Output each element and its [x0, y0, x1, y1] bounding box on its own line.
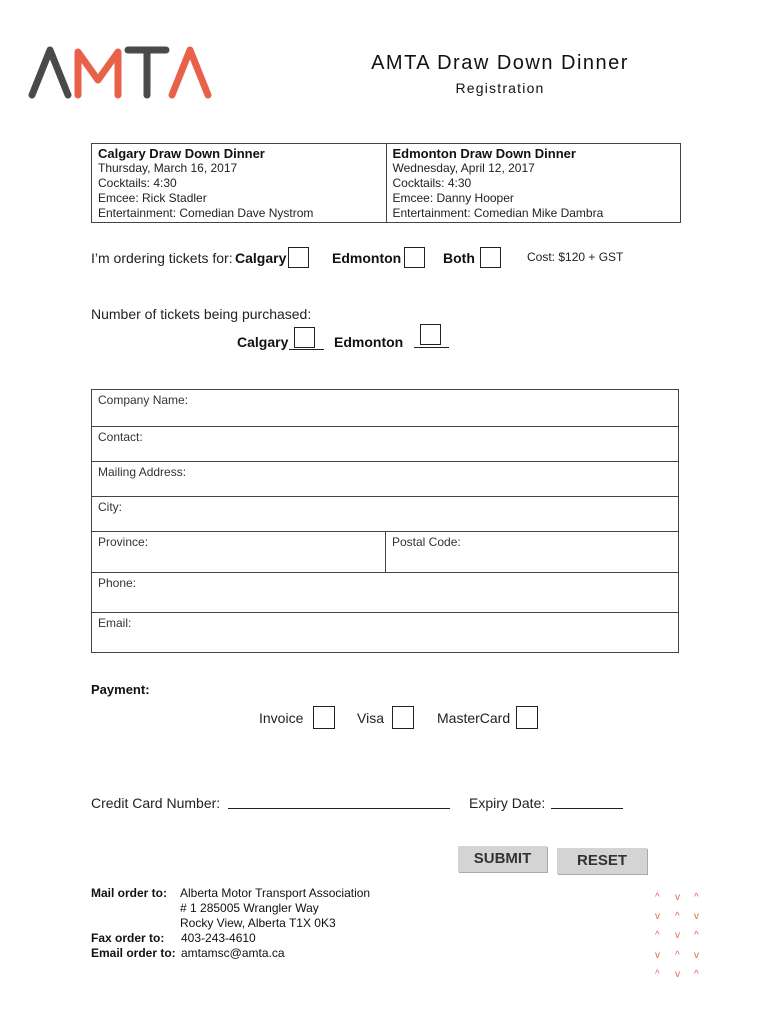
event-calgary	[92, 144, 386, 222]
tickets-prompt: Number of tickets being purchased:	[91, 306, 312, 322]
province-postal-row	[92, 532, 678, 573]
invoice-label: Invoice	[259, 710, 304, 726]
event-date: Thursday, March 16, 2017	[98, 161, 238, 175]
city-label: City:	[98, 500, 122, 514]
tickets-edmonton-underline	[414, 347, 449, 348]
phone-label: Phone:	[98, 576, 137, 590]
ordering-edmonton-label: Edmonton	[332, 250, 402, 266]
city-field[interactable]	[92, 497, 678, 532]
province-label: Province:	[98, 535, 149, 549]
mail-order-label: Mail order to:	[91, 886, 168, 900]
order-email: amtamsc@amta.ca	[181, 946, 285, 960]
event-cocktails: Cocktails: 4:30	[392, 176, 472, 190]
ordering-prompt: I’m ordering tickets for:	[91, 250, 233, 266]
event-date: Wednesday, April 12, 2017	[392, 161, 535, 175]
visa-label: Visa	[357, 710, 384, 726]
email-order-label: Email order to:	[91, 946, 176, 960]
amta-logo	[28, 42, 214, 100]
fax-number: 403-243-4610	[181, 931, 256, 945]
expiry-date-input[interactable]	[551, 808, 623, 809]
event-entertainment: Entertainment: Comedian Mike Dambra	[392, 206, 604, 220]
form-title: AMTA Draw Down Dinner	[371, 52, 629, 74]
visa-checkbox[interactable]	[392, 706, 414, 729]
tickets-calgary-input[interactable]	[294, 327, 315, 348]
event-emcee: Emcee: Danny Hooper	[392, 191, 514, 205]
company-name-field[interactable]	[92, 390, 678, 427]
contact-field[interactable]	[92, 427, 678, 462]
invoice-checkbox[interactable]	[313, 706, 335, 729]
tickets-calgary-underline	[289, 349, 324, 350]
tickets-calgary-label: Calgary	[237, 334, 289, 350]
mail-line-2: # 1 285005 Wrangler Way	[180, 901, 319, 915]
company-name-label: Company Name:	[98, 393, 189, 407]
expiry-date-label: Expiry Date:	[469, 795, 546, 811]
reset-button[interactable]: RESET	[557, 848, 647, 874]
form-subtitle: Registration	[455, 80, 545, 96]
field-divider	[385, 532, 386, 572]
postal-code-label: Postal Code:	[392, 535, 461, 549]
phone-field[interactable]	[92, 573, 678, 613]
tickets-edmonton-input[interactable]	[420, 324, 441, 345]
card-number-input[interactable]	[228, 808, 450, 809]
payment-heading: Payment:	[91, 682, 150, 697]
email-field[interactable]	[92, 613, 678, 652]
mastercard-checkbox[interactable]	[516, 706, 538, 729]
ordering-both-label: Both	[443, 250, 475, 266]
event-entertainment: Entertainment: Comedian Dave Nystrom	[98, 206, 314, 220]
mailing-address-label: Mailing Address:	[98, 465, 187, 479]
contact-label: Contact:	[98, 430, 143, 444]
event-emcee: Emcee: Rick Stadler	[98, 191, 207, 205]
event-heading: Calgary Draw Down Dinner	[98, 146, 265, 161]
order-edmonton-checkbox[interactable]	[404, 247, 425, 268]
mailing-address-field[interactable]	[92, 462, 678, 497]
ordering-calgary-label: Calgary	[235, 250, 287, 266]
submit-button[interactable]: SUBMIT	[458, 846, 547, 872]
order-calgary-checkbox[interactable]	[288, 247, 309, 268]
mail-line-1: Alberta Motor Transport Association	[180, 886, 371, 900]
fax-order-label: Fax order to:	[91, 931, 165, 945]
event-edmonton	[386, 144, 681, 222]
cost-text: Cost: $120 + GST	[527, 250, 624, 264]
email-label: Email:	[98, 616, 132, 630]
mail-line-3: Rocky View, Alberta T1X 0K3	[180, 916, 336, 930]
event-cocktails: Cocktails: 4:30	[98, 176, 177, 190]
tickets-edmonton-label: Edmonton	[334, 334, 404, 350]
order-both-checkbox[interactable]	[480, 247, 501, 268]
contact-fields	[91, 389, 679, 653]
mastercard-label: MasterCard	[437, 710, 511, 726]
card-number-label: Credit Card Number:	[91, 795, 221, 811]
event-heading: Edmonton Draw Down Dinner	[392, 146, 576, 161]
events-table	[91, 143, 681, 223]
